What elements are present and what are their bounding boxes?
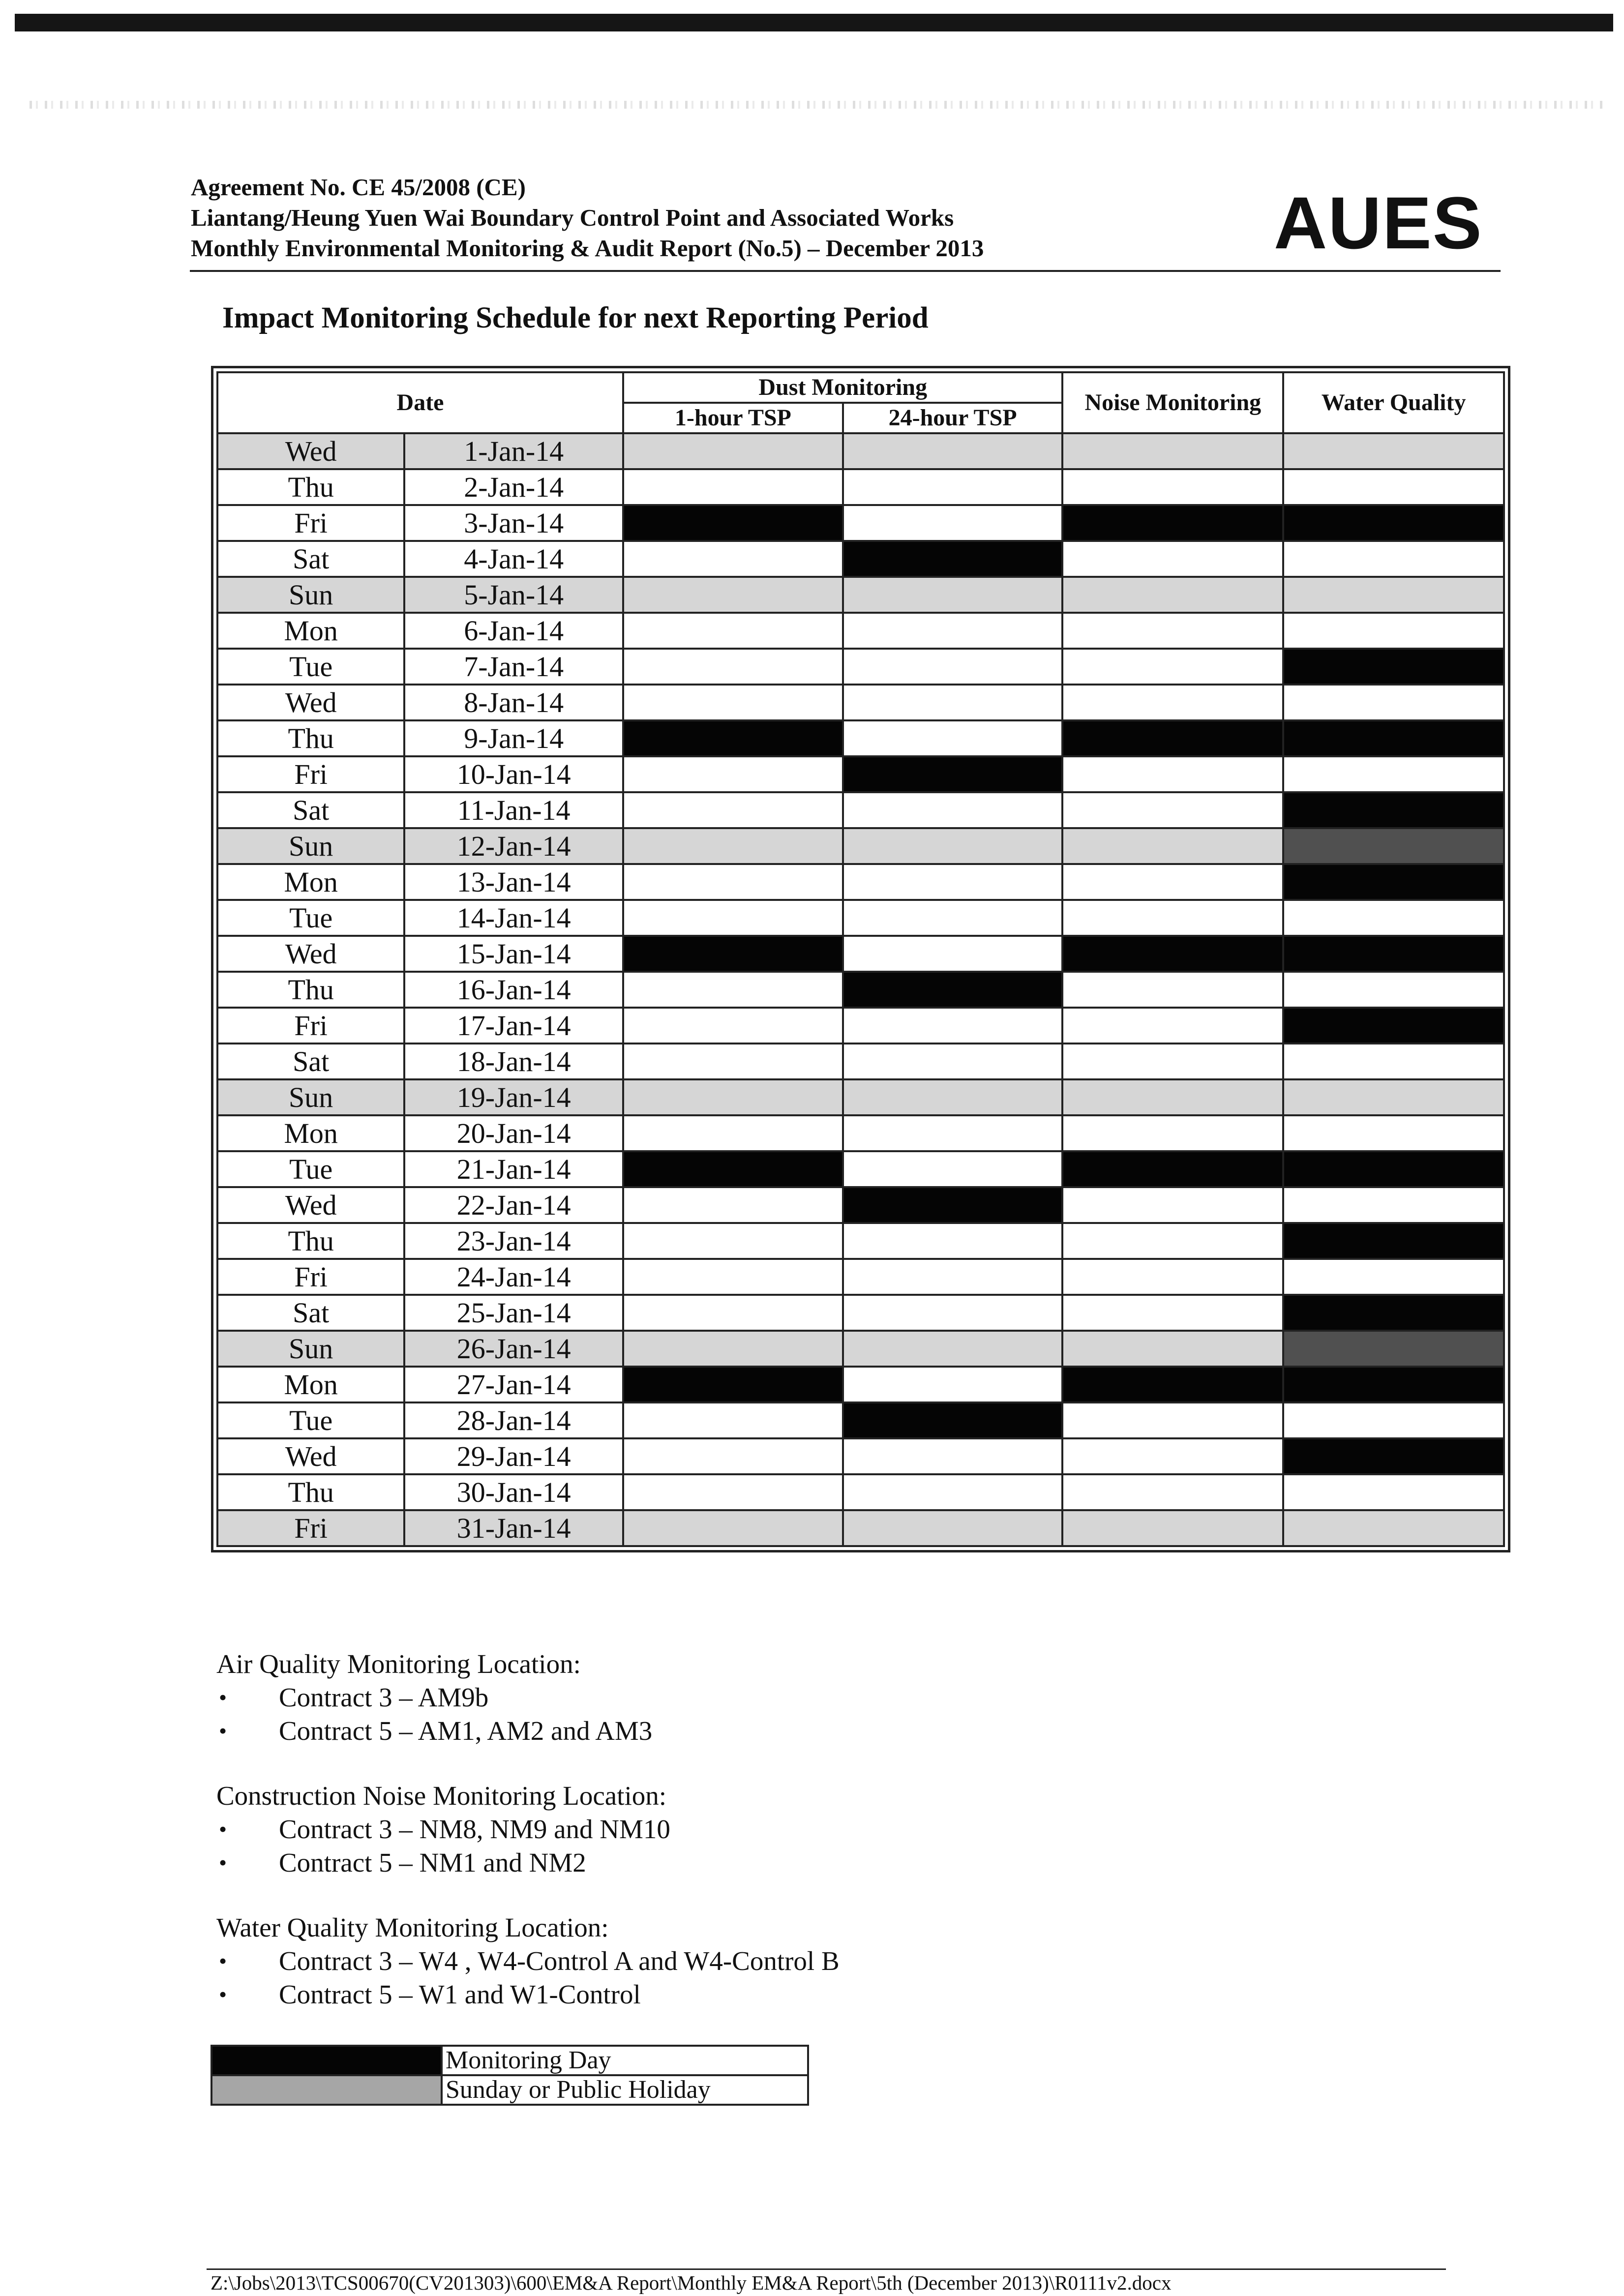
date-cell: 21-Jan-14 xyxy=(404,1151,623,1187)
tsp24-cell xyxy=(843,541,1063,577)
water-quality-locations xyxy=(216,1911,840,2011)
date-cell: 23-Jan-14 xyxy=(404,1223,623,1259)
water-cell xyxy=(1283,900,1504,936)
noise-cell xyxy=(1062,649,1283,685)
tsp1-cell xyxy=(623,433,843,469)
date-cell: 26-Jan-14 xyxy=(404,1331,623,1367)
tsp24-cell xyxy=(843,1295,1063,1331)
tsp1-cell xyxy=(623,1402,843,1438)
tsp24-cell xyxy=(843,1115,1063,1151)
tsp1-cell xyxy=(623,1008,843,1044)
tsp1-cell xyxy=(623,1223,843,1259)
water-cell xyxy=(1283,1187,1504,1223)
dust-monitoring-header: Dust Monitoring xyxy=(623,372,1062,403)
table-row xyxy=(217,1402,1504,1438)
noise-title: Construction Noise Monitoring Location: xyxy=(216,1781,667,1811)
aues-logo: AUES xyxy=(1274,181,1483,264)
water-cell xyxy=(1283,1223,1504,1259)
water-cell xyxy=(1283,1295,1504,1331)
schedule-rows xyxy=(217,433,1504,1546)
date-cell: 13-Jan-14 xyxy=(404,864,623,900)
tsp1-cell xyxy=(623,936,843,972)
date-cell: 18-Jan-14 xyxy=(404,1044,623,1079)
holiday-label: Sunday or Public Holiday xyxy=(442,2075,808,2105)
day-cell: Wed xyxy=(217,433,404,469)
day-cell: Fri xyxy=(217,1259,404,1295)
day-cell: Thu xyxy=(217,972,404,1008)
report-header xyxy=(191,172,984,264)
table-row xyxy=(217,1331,1504,1367)
day-cell: Thu xyxy=(217,1223,404,1259)
table-row xyxy=(217,649,1504,685)
noise-monitoring-header: Noise Monitoring xyxy=(1062,372,1283,433)
table-row xyxy=(217,1474,1504,1510)
tsp1-cell xyxy=(623,1151,843,1187)
date-cell: 6-Jan-14 xyxy=(404,613,623,649)
tsp1-cell xyxy=(623,469,843,505)
tsp24-cell xyxy=(843,505,1063,541)
noise-cell xyxy=(1062,1295,1283,1331)
list-item: • Contract 3 – NM8, NM9 and NM10 xyxy=(216,1813,840,1846)
date-cell: 7-Jan-14 xyxy=(404,649,623,685)
water-cell xyxy=(1283,1438,1504,1474)
tsp24-cell xyxy=(843,1187,1063,1223)
noise-cell xyxy=(1062,792,1283,828)
table-row xyxy=(217,1295,1504,1331)
day-cell: Thu xyxy=(217,1474,404,1510)
date-cell: 29-Jan-14 xyxy=(404,1438,623,1474)
holiday-swatch xyxy=(211,2075,442,2105)
date-header: Date xyxy=(217,372,623,433)
tsp24-cell xyxy=(843,469,1063,505)
noise-locations xyxy=(216,1779,840,1879)
noise-cell xyxy=(1062,864,1283,900)
tsp1-cell xyxy=(623,613,843,649)
date-cell: 27-Jan-14 xyxy=(404,1367,623,1402)
noise-cell xyxy=(1062,613,1283,649)
tsp24-cell xyxy=(843,1474,1063,1510)
day-cell: Mon xyxy=(217,1115,404,1151)
date-cell: 30-Jan-14 xyxy=(404,1474,623,1510)
water-cell xyxy=(1283,756,1504,792)
tsp1-cell xyxy=(623,864,843,900)
noise-cell xyxy=(1062,1259,1283,1295)
table-row xyxy=(217,720,1504,756)
water-cell xyxy=(1283,792,1504,828)
day-cell: Sun xyxy=(217,1079,404,1115)
tsp24-cell xyxy=(843,900,1063,936)
noise-cell xyxy=(1062,505,1283,541)
table-row xyxy=(217,900,1504,936)
noise-cell xyxy=(1062,720,1283,756)
table-row xyxy=(217,505,1504,541)
noise-list xyxy=(216,1813,840,1879)
day-cell: Wed xyxy=(217,936,404,972)
page-title: Impact Monitoring Schedule for next Reporting Period xyxy=(222,301,929,334)
air-quality-locations xyxy=(216,1647,840,1748)
list-item: • Contract 3 – W4 , W4-Control A and W4-Control B xyxy=(216,1944,840,1978)
water-cell xyxy=(1283,1367,1504,1402)
day-cell: Thu xyxy=(217,720,404,756)
scan-edge-bar xyxy=(15,14,1613,31)
noise-cell xyxy=(1062,1044,1283,1079)
list-item: • Contract 3 – AM9b xyxy=(216,1681,840,1714)
day-cell: Sat xyxy=(217,1044,404,1079)
day-cell: Fri xyxy=(217,756,404,792)
water-cell xyxy=(1283,1331,1504,1367)
date-cell: 17-Jan-14 xyxy=(404,1008,623,1044)
table-row xyxy=(217,541,1504,577)
tsp24-cell xyxy=(843,1259,1063,1295)
date-cell: 3-Jan-14 xyxy=(404,505,623,541)
table-row xyxy=(217,792,1504,828)
day-cell: Wed xyxy=(217,685,404,720)
tsp-1hour-header: 1-hour TSP xyxy=(623,403,843,433)
tsp1-cell xyxy=(623,1079,843,1115)
date-cell: 5-Jan-14 xyxy=(404,577,623,613)
table-row xyxy=(217,1115,1504,1151)
tsp24-cell xyxy=(843,972,1063,1008)
tsp24-cell xyxy=(843,1438,1063,1474)
noise-cell xyxy=(1062,828,1283,864)
noise-cell xyxy=(1062,972,1283,1008)
water-cell xyxy=(1283,469,1504,505)
date-cell: 22-Jan-14 xyxy=(404,1187,623,1223)
scan-noise xyxy=(30,101,1603,109)
noise-cell xyxy=(1062,541,1283,577)
water-cell xyxy=(1283,1115,1504,1151)
table-row xyxy=(217,756,1504,792)
water-cell xyxy=(1283,577,1504,613)
table-row xyxy=(217,864,1504,900)
list-item: • Contract 5 – AM1, AM2 and AM3 xyxy=(216,1714,840,1748)
date-cell: 31-Jan-14 xyxy=(404,1510,623,1546)
noise-cell xyxy=(1062,1474,1283,1510)
table-row xyxy=(217,685,1504,720)
header-divider xyxy=(190,270,1501,272)
monitoring-locations xyxy=(216,1647,840,2043)
water-cell xyxy=(1283,828,1504,864)
project-name: Liantang/Heung Yuen Wai Boundary Control Point and Associated Works xyxy=(191,204,954,231)
noise-cell xyxy=(1062,1223,1283,1259)
tsp1-cell xyxy=(623,1367,843,1402)
table-row xyxy=(217,828,1504,864)
tsp-24hour-header: 24-hour TSP xyxy=(843,403,1063,433)
noise-cell xyxy=(1062,1402,1283,1438)
date-cell: 4-Jan-14 xyxy=(404,541,623,577)
date-cell: 20-Jan-14 xyxy=(404,1115,623,1151)
date-cell: 10-Jan-14 xyxy=(404,756,623,792)
tsp1-cell xyxy=(623,1259,843,1295)
noise-cell xyxy=(1062,1079,1283,1115)
tsp24-cell xyxy=(843,613,1063,649)
water-cell xyxy=(1283,720,1504,756)
date-cell: 9-Jan-14 xyxy=(404,720,623,756)
day-cell: Sat xyxy=(217,792,404,828)
tsp1-cell xyxy=(623,685,843,720)
table-row xyxy=(217,1079,1504,1115)
water-cell xyxy=(1283,649,1504,685)
water-cell xyxy=(1283,1008,1504,1044)
water-cell xyxy=(1283,685,1504,720)
noise-cell xyxy=(1062,1367,1283,1402)
tsp24-cell xyxy=(843,1367,1063,1402)
monitoring-day-swatch xyxy=(211,2046,442,2075)
table-row xyxy=(217,469,1504,505)
tsp1-cell xyxy=(623,756,843,792)
day-cell: Sat xyxy=(217,1295,404,1331)
tsp24-cell xyxy=(843,756,1063,792)
day-cell: Sun xyxy=(217,1331,404,1367)
tsp24-cell xyxy=(843,1008,1063,1044)
table-row xyxy=(217,613,1504,649)
date-cell: 2-Jan-14 xyxy=(404,469,623,505)
tsp1-cell xyxy=(623,828,843,864)
tsp1-cell xyxy=(623,1438,843,1474)
tsp1-cell xyxy=(623,720,843,756)
table-row xyxy=(217,433,1504,469)
table-row xyxy=(217,1438,1504,1474)
day-cell: Fri xyxy=(217,1008,404,1044)
date-cell: 1-Jan-14 xyxy=(404,433,623,469)
date-cell: 16-Jan-14 xyxy=(404,972,623,1008)
table-row xyxy=(217,1223,1504,1259)
tsp1-cell xyxy=(623,541,843,577)
day-cell: Fri xyxy=(217,1510,404,1546)
tsp1-cell xyxy=(623,972,843,1008)
tsp1-cell xyxy=(623,1331,843,1367)
tsp24-cell xyxy=(843,828,1063,864)
table-row xyxy=(217,1187,1504,1223)
tsp24-cell xyxy=(843,936,1063,972)
noise-cell xyxy=(1062,756,1283,792)
table-row xyxy=(217,1510,1504,1546)
noise-cell xyxy=(1062,433,1283,469)
water-cell xyxy=(1283,1259,1504,1295)
tsp24-cell xyxy=(843,1402,1063,1438)
tsp24-cell xyxy=(843,1331,1063,1367)
tsp1-cell xyxy=(623,792,843,828)
tsp24-cell xyxy=(843,792,1063,828)
day-cell: Mon xyxy=(217,864,404,900)
tsp24-cell xyxy=(843,433,1063,469)
day-cell: Thu xyxy=(217,469,404,505)
water-cell xyxy=(1283,972,1504,1008)
air-quality-list xyxy=(216,1681,840,1748)
tsp24-cell xyxy=(843,864,1063,900)
tsp1-cell xyxy=(623,577,843,613)
tsp1-cell xyxy=(623,1474,843,1510)
noise-cell xyxy=(1062,1187,1283,1223)
day-cell: Tue xyxy=(217,900,404,936)
tsp24-cell xyxy=(843,1079,1063,1115)
table-row xyxy=(217,577,1504,613)
water-quality-list xyxy=(216,1944,840,2011)
date-cell: 19-Jan-14 xyxy=(404,1079,623,1115)
noise-cell xyxy=(1062,936,1283,972)
water-cell xyxy=(1283,505,1504,541)
day-cell: Tue xyxy=(217,1402,404,1438)
date-cell: 24-Jan-14 xyxy=(404,1259,623,1295)
day-cell: Sat xyxy=(217,541,404,577)
water-cell xyxy=(1283,1474,1504,1510)
file-path-footer: Z:\Jobs\2013\TCS00670(CV201303)\600\EM&A Report\Monthly EM&A Report\5th (December 2013)\R0111v2.docx xyxy=(211,2271,1172,2294)
water-cell xyxy=(1283,433,1504,469)
tsp1-cell xyxy=(623,1115,843,1151)
tsp24-cell xyxy=(843,1510,1063,1546)
agreement-number: Agreement No. CE 45/2008 (CE) xyxy=(191,174,526,201)
list-item: • Contract 5 – W1 and W1-Control xyxy=(216,1978,840,2011)
day-cell: Sun xyxy=(217,828,404,864)
tsp24-cell xyxy=(843,1151,1063,1187)
date-cell: 25-Jan-14 xyxy=(404,1295,623,1331)
day-cell: Fri xyxy=(217,505,404,541)
noise-cell xyxy=(1062,1331,1283,1367)
water-quality-header: Water Quality xyxy=(1283,372,1504,433)
report-title: Monthly Environmental Monitoring & Audit Report (No.5) – December 2013 xyxy=(191,235,984,262)
water-cell xyxy=(1283,1510,1504,1546)
day-cell: Tue xyxy=(217,1151,404,1187)
monitoring-day-label: Monitoring Day xyxy=(442,2046,808,2075)
tsp1-cell xyxy=(623,649,843,685)
date-cell: 8-Jan-14 xyxy=(404,685,623,720)
water-cell xyxy=(1283,1044,1504,1079)
date-cell: 12-Jan-14 xyxy=(404,828,623,864)
water-cell xyxy=(1283,1402,1504,1438)
noise-cell xyxy=(1062,1151,1283,1187)
water-cell xyxy=(1283,541,1504,577)
table-row xyxy=(217,936,1504,972)
noise-cell xyxy=(1062,685,1283,720)
tsp1-cell xyxy=(623,1187,843,1223)
monitoring-schedule-table xyxy=(216,371,1505,1547)
day-cell: Mon xyxy=(217,613,404,649)
water-quality-title: Water Quality Monitoring Location: xyxy=(216,1912,609,1942)
day-cell: Wed xyxy=(217,1438,404,1474)
tsp1-cell xyxy=(623,1044,843,1079)
water-cell xyxy=(1283,936,1504,972)
date-cell: 15-Jan-14 xyxy=(404,936,623,972)
table-row xyxy=(217,1259,1504,1295)
water-cell xyxy=(1283,1151,1504,1187)
table-row xyxy=(217,1044,1504,1079)
tsp1-cell xyxy=(623,1295,843,1331)
water-cell xyxy=(1283,864,1504,900)
water-cell xyxy=(1283,613,1504,649)
table-row xyxy=(217,1367,1504,1402)
table-row xyxy=(217,972,1504,1008)
tsp1-cell xyxy=(623,505,843,541)
footer-divider xyxy=(207,2268,1446,2270)
date-cell: 28-Jan-14 xyxy=(404,1402,623,1438)
date-cell: 14-Jan-14 xyxy=(404,900,623,936)
tsp24-cell xyxy=(843,685,1063,720)
tsp24-cell xyxy=(843,649,1063,685)
tsp24-cell xyxy=(843,577,1063,613)
noise-cell xyxy=(1062,1115,1283,1151)
water-cell xyxy=(1283,1079,1504,1115)
noise-cell xyxy=(1062,900,1283,936)
day-cell: Sun xyxy=(217,577,404,613)
noise-cell xyxy=(1062,1510,1283,1546)
tsp24-cell xyxy=(843,720,1063,756)
date-cell: 11-Jan-14 xyxy=(404,792,623,828)
noise-cell xyxy=(1062,1008,1283,1044)
list-item: • Contract 5 – NM1 and NM2 xyxy=(216,1846,840,1879)
air-quality-title: Air Quality Monitoring Location: xyxy=(216,1649,581,1679)
noise-cell xyxy=(1062,1438,1283,1474)
day-cell: Wed xyxy=(217,1187,404,1223)
legend-table xyxy=(211,2045,809,2106)
table-row xyxy=(217,1008,1504,1044)
noise-cell xyxy=(1062,577,1283,613)
tsp24-cell xyxy=(843,1044,1063,1079)
day-cell: Mon xyxy=(217,1367,404,1402)
tsp24-cell xyxy=(843,1223,1063,1259)
noise-cell xyxy=(1062,469,1283,505)
tsp1-cell xyxy=(623,900,843,936)
day-cell: Tue xyxy=(217,649,404,685)
table-row xyxy=(217,1151,1504,1187)
tsp1-cell xyxy=(623,1510,843,1546)
